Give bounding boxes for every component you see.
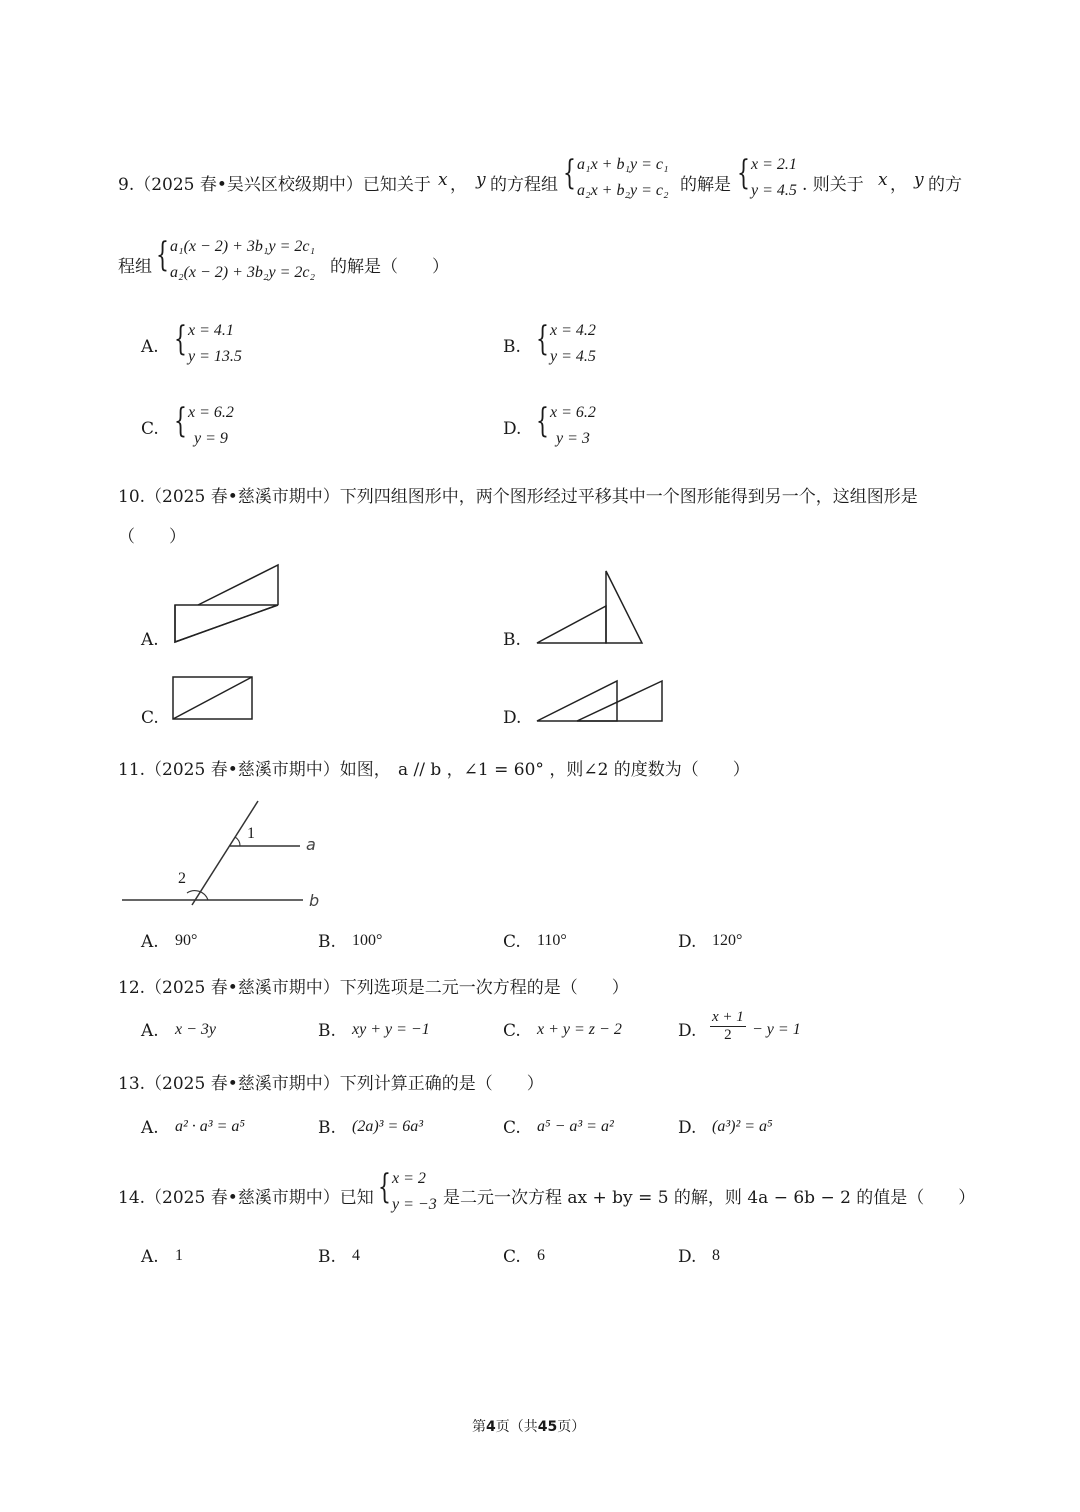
q11-condition: a // b ，∠1 = 60° ，则∠2 的度数为（ ） — [398, 760, 750, 780]
q9-mid: 的方程组 — [490, 175, 558, 195]
q9-comma2: ， — [890, 175, 907, 195]
q14-lead: 14.（2025 春•慈溪市期中）已知 — [118, 1188, 374, 1208]
q14-tail: 是二元一次方程 ax + by = 5 的解，则 4a − 6b − 2 的值是（ ） — [443, 1188, 976, 1208]
q9-x2: x — [878, 170, 888, 190]
left-brace-icon: { — [536, 401, 549, 441]
q11-line-b-label: b — [309, 891, 320, 910]
q9-y2: y — [914, 170, 924, 190]
q9-line2-pre: 程组 — [118, 257, 152, 277]
q9-y: y — [476, 170, 486, 190]
left-brace-icon: { — [563, 153, 576, 193]
page-number: 4 — [486, 1419, 496, 1435]
q11-text-pre: 11.（2025 春•慈溪市期中）如图， — [118, 760, 391, 780]
q13-text: 13.（2025 春•慈溪市期中）下列计算正确的是（ ） — [118, 1074, 544, 1094]
left-brace-icon: { — [174, 401, 187, 441]
q9-x: x — [438, 170, 448, 190]
fraction: $\frac{x + 1}{2}$ — [712, 1009, 744, 1043]
left-brace-icon: { — [536, 319, 549, 359]
q12-text: 12.（2025 春•慈溪市期中）下列选项是二元一次方程的是（ ） — [118, 978, 629, 998]
q9-comma: ， — [450, 175, 467, 195]
left-brace-icon: { — [737, 153, 750, 193]
page-total: 45 — [537, 1419, 558, 1435]
q9-tail: . 则关于 — [802, 175, 864, 195]
q9-line2-post: 的解是（ ） — [330, 257, 449, 277]
q9-tail2: 的方 — [928, 175, 962, 195]
q9-solved: 的解是 — [680, 175, 731, 195]
q11-angle-1-label: 1 — [247, 825, 255, 842]
left-brace-icon: { — [378, 1167, 391, 1207]
page-footer: 第4页（共45页） — [472, 1419, 586, 1435]
q11-angle-2-label: 2 — [178, 870, 186, 887]
q10-paren: （ ） — [118, 527, 186, 547]
left-brace-icon: { — [174, 319, 187, 359]
q9-lead: 9.（2025 春•吴兴区校级期中）已知关于 — [118, 175, 431, 195]
q10-text: 10.（2025 春•慈溪市期中）下列四组图形中，两个图形经过平移其中一个图形能得到另一个，这组图形是 — [118, 487, 918, 507]
q11-line-a-label: a — [306, 835, 316, 854]
left-brace-icon: { — [156, 235, 169, 275]
